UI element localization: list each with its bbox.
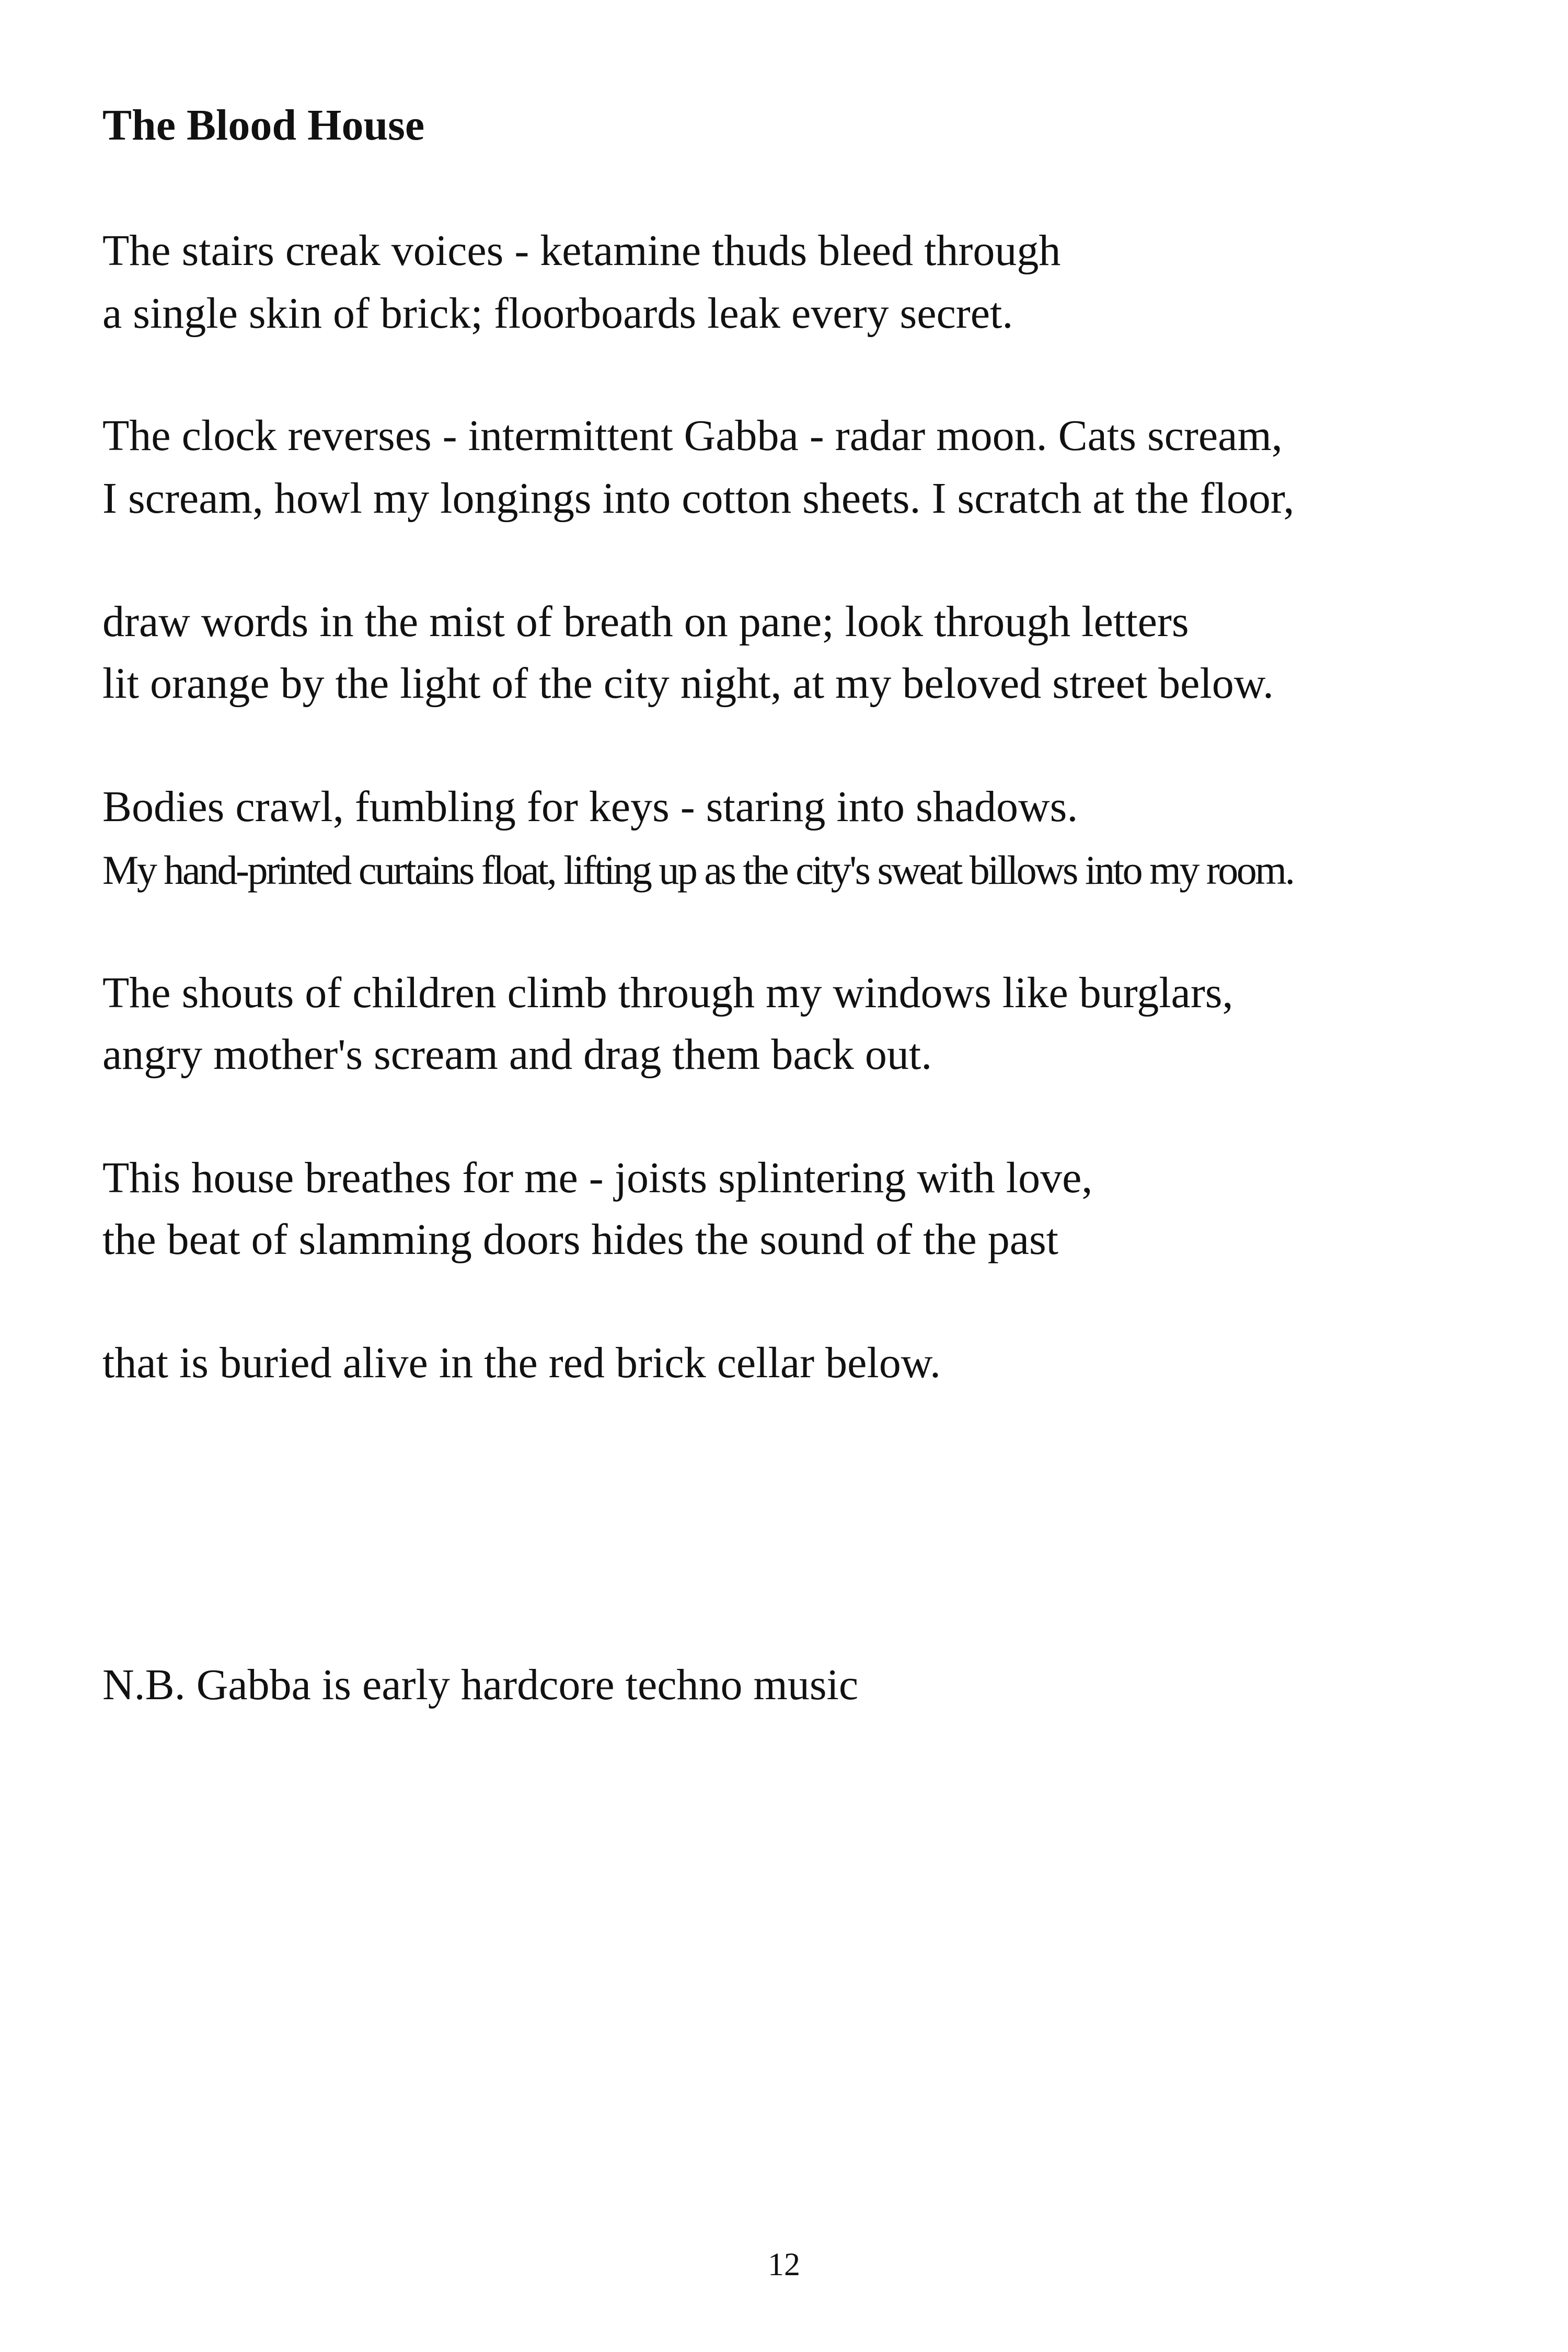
poem-line: Bodies crawl, fumbling for keys - staring into shadows. [102,782,1078,831]
poem-line: The shouts of children climb through my windows like burglars, [102,969,1233,1017]
poem-line: The stairs creak voices - ketamine thuds bleed through [102,226,1061,275]
footnote: N.B. Gabba is early hardcore techno music [102,1661,859,1709]
poem-line: a single skin of brick; floorboards leak every secret. [102,289,1013,338]
page-number: 12 [768,2247,800,2282]
poem-line: draw words in the mist of breath on pane; look through letters [102,597,1189,646]
poem-title: The Blood House [102,101,425,149]
poem-line: This house breathes for me - joists splintering with love, [102,1154,1093,1202]
poem-line: lit orange by the light of the city night, at my beloved street below. [102,659,1274,708]
poem-line: angry mother's scream and drag them back out. [102,1030,932,1079]
poem-line: the beat of slamming doors hides the sound of the past [102,1215,1059,1264]
poem-line: that is buried alive in the red brick cellar below. [102,1339,941,1387]
poem-line: My hand-printed curtains float, lifting up as the city's sweat billows into my room. [102,847,1294,893]
poem-line: I scream, howl my longings into cotton sheets. I scratch at the floor, [102,474,1295,523]
poem-line: The clock reverses - intermittent Gabba - radar moon. Cats scream, [102,411,1283,460]
